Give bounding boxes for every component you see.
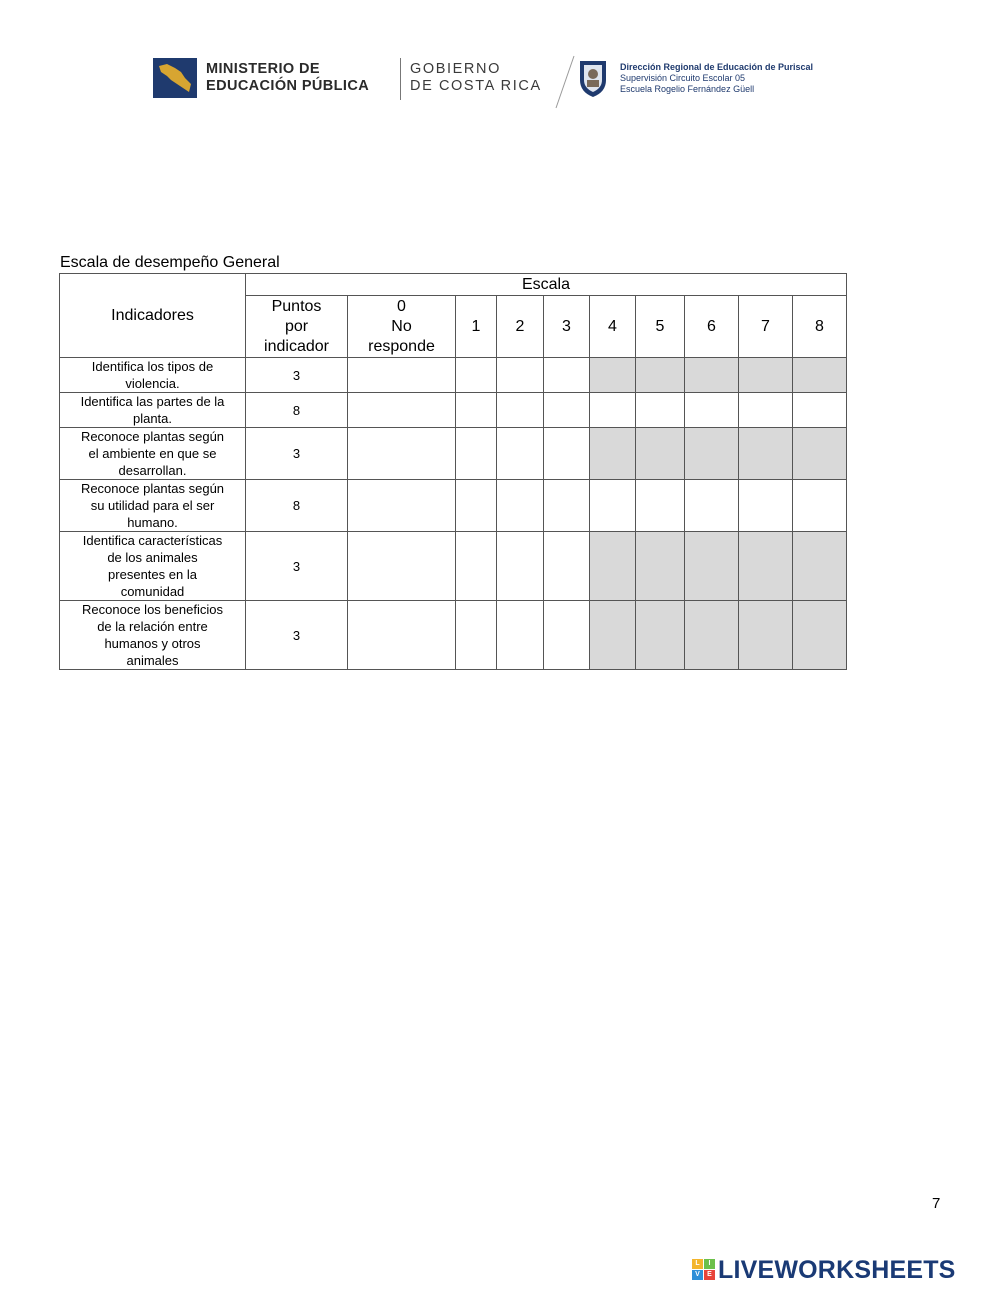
liveworksheets-blocks-icon (692, 1259, 716, 1281)
disabled-cell-6 (685, 358, 739, 393)
indicator-cell: Identifica características de los animales presentes en la comunidad (60, 532, 246, 601)
score-cell-1[interactable] (456, 358, 497, 393)
score-cell-0[interactable] (348, 428, 456, 480)
points-cell: 3 (246, 532, 348, 601)
score-cell-0[interactable] (348, 601, 456, 670)
block-e: E (704, 1270, 715, 1280)
score-cell-3[interactable] (544, 428, 590, 480)
score-cell-2[interactable] (497, 393, 544, 428)
table-row (60, 428, 847, 480)
school-crest-icon (578, 58, 608, 98)
indicator-cell: Reconoce los beneficios de la relación entre humanos y otros animales (60, 601, 246, 670)
performance-scale-table (59, 273, 847, 670)
indicator-cell: Identifica las partes de la planta. (60, 393, 246, 428)
score-cell-4[interactable] (590, 393, 636, 428)
indicator-cell: Identifica los tipos de violencia. (60, 358, 246, 393)
score-cell-3[interactable] (544, 480, 590, 532)
liveworksheets-wordmark: LIVEWORKSHEETS (718, 1256, 956, 1284)
score-cell-3[interactable] (544, 601, 590, 670)
disabled-cell-4 (590, 532, 636, 601)
score-cell-0[interactable] (348, 532, 456, 601)
score-cell-8[interactable] (793, 480, 847, 532)
scale-header-row (60, 274, 847, 296)
score-cell-6[interactable] (685, 480, 739, 532)
points-cell: 3 (246, 601, 348, 670)
score-cell-1[interactable] (456, 601, 497, 670)
score-cell-2[interactable] (497, 358, 544, 393)
header-divider (400, 58, 401, 100)
score-cell-3[interactable] (544, 393, 590, 428)
disabled-cell-4 (590, 428, 636, 480)
header-slash-divider (552, 54, 576, 110)
disabled-cell-5 (636, 358, 685, 393)
level-header-1: 1 (456, 296, 497, 358)
disabled-cell-8 (793, 601, 847, 670)
points-cell: 8 (246, 393, 348, 428)
score-cell-3[interactable] (544, 358, 590, 393)
indicators-header: Indicadores (60, 274, 246, 358)
score-cell-1[interactable] (456, 428, 497, 480)
disabled-cell-7 (739, 428, 793, 480)
level-header-7: 7 (739, 296, 793, 358)
disabled-cell-6 (685, 428, 739, 480)
score-cell-1[interactable] (456, 393, 497, 428)
score-cell-2[interactable] (497, 601, 544, 670)
regional-office-info: Dirección Regional de Educación de Puriscal Supervisión Circuito Escolar 05 Escuela Rogelio Fernández Güell (620, 62, 814, 94)
scale-header: Escala (246, 274, 847, 296)
disabled-cell-6 (685, 601, 739, 670)
table-row (60, 532, 847, 601)
score-cell-0[interactable] (348, 480, 456, 532)
level-header-2: 2 (497, 296, 544, 358)
disabled-cell-5 (636, 532, 685, 601)
score-cell-3[interactable] (544, 532, 590, 601)
ministry-name: MINISTERIO DE EDUCACIÓN PÚBLICA (206, 61, 370, 94)
score-cell-0[interactable] (348, 358, 456, 393)
disabled-cell-5 (636, 601, 685, 670)
score-cell-4[interactable] (590, 480, 636, 532)
score-cell-2[interactable] (497, 480, 544, 532)
table-row (60, 358, 847, 393)
score-cell-1[interactable] (456, 480, 497, 532)
level-header-3: 3 (544, 296, 590, 358)
government-name: GOBIERNO DE COSTA RICA (410, 61, 542, 94)
score-cell-7[interactable] (739, 480, 793, 532)
disabled-cell-7 (739, 358, 793, 393)
disabled-cell-4 (590, 358, 636, 393)
disabled-cell-5 (636, 428, 685, 480)
score-cell-1[interactable] (456, 532, 497, 601)
disabled-cell-4 (590, 601, 636, 670)
disabled-cell-7 (739, 532, 793, 601)
table-row (60, 601, 847, 670)
score-cell-2[interactable] (497, 532, 544, 601)
indicator-cell: Reconoce plantas según su utilidad para el ser humano. (60, 480, 246, 532)
level-header-8: 8 (793, 296, 847, 358)
costa-rica-map-logo-icon (153, 58, 197, 98)
score-cell-5[interactable] (636, 393, 685, 428)
indicator-cell: Reconoce plantas según el ambiente en que se desarrollan. (60, 428, 246, 480)
table-row (60, 480, 847, 532)
block-i: I (704, 1259, 715, 1269)
points-cell: 8 (246, 480, 348, 532)
block-v: V (692, 1270, 703, 1280)
score-cell-6[interactable] (685, 393, 739, 428)
score-cell-0[interactable] (348, 393, 456, 428)
table-caption: Escala de desempeño General (60, 254, 280, 271)
level-header-6: 6 (685, 296, 739, 358)
score-cell-5[interactable] (636, 480, 685, 532)
block-l: L (692, 1259, 703, 1269)
disabled-cell-6 (685, 532, 739, 601)
score-cell-8[interactable] (793, 393, 847, 428)
disabled-cell-8 (793, 532, 847, 601)
points-header: Puntos por indicador (246, 296, 348, 358)
disabled-cell-8 (793, 358, 847, 393)
score-cell-7[interactable] (739, 393, 793, 428)
points-cell: 3 (246, 358, 348, 393)
level-header-4: 4 (590, 296, 636, 358)
disabled-cell-8 (793, 428, 847, 480)
document-header (150, 52, 850, 110)
page-number: 7 (932, 1195, 941, 1212)
table-row (60, 393, 847, 428)
disabled-cell-7 (739, 601, 793, 670)
no-response-header: 0 No responde (348, 296, 456, 358)
level-header-5: 5 (636, 296, 685, 358)
points-cell: 3 (246, 428, 348, 480)
score-cell-2[interactable] (497, 428, 544, 480)
